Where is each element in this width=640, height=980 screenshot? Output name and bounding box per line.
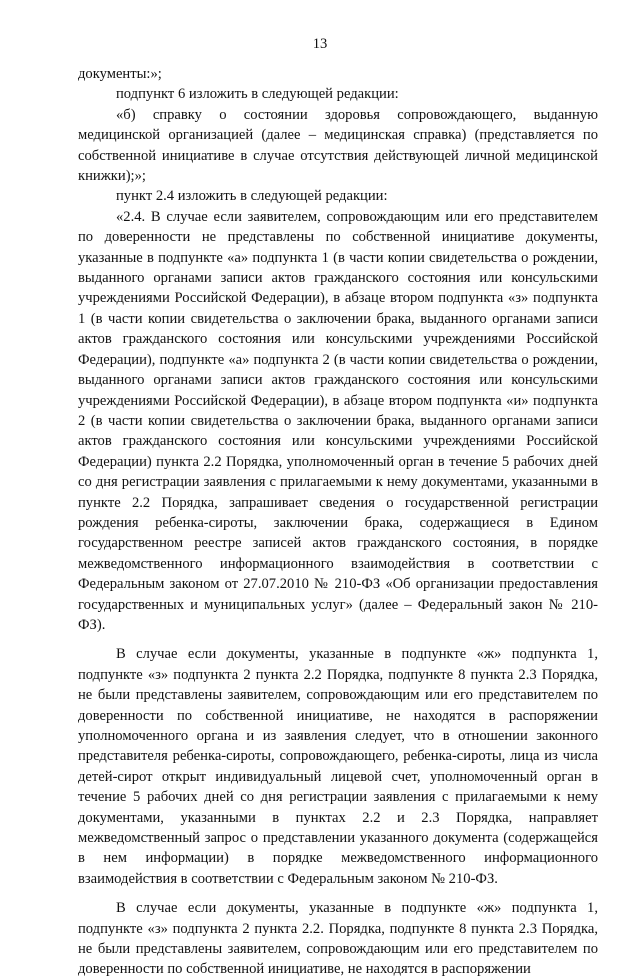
paragraph-subpoint-6-text: «б) справку о состоянии здоровья сопровождающего, выданную медицинской организацией (далее – медицинская справка) (представляется по собственной инициативе в случае отсутствия действующей личной медицинской книжки);»; <box>78 106 598 185</box>
page-number: 13 <box>312 36 328 52</box>
paragraph-case-one: В случае если документы, указанные в подпункте «ж» подпункта 1, подпункте «з» подпункта 2 пункта 2.2 Порядка, подпункте 8 пункта 2.3 Порядка, не были представлены заявителем, сопровождающим или его представителем по доверенности по собственной инициативе, не находятся в распоряжении уполномоченного органа и из заявления следует, что в отношении законного представителя ребенка-сироты, сопровождающего, ребенка-сироты, лица из числа детей-сирот открыт индивидуальный лицевой счет, уполномоченный орган в течение 5 рабочих дней со дня регистрации заявления с прилагаемыми к нему документами, указанными в пунктах 2.2 и 2.3 Порядка, направляет межведомственный запрос о представлении указанного документа (содержащейся в нем информации) в порядке межведомственного информационного взаимодействия в соответствии с Федеральным законом № 210-ФЗ. <box>78 646 598 887</box>
paragraph-point-2-4-intro: пункт 2.4 изложить в следующей редакции: <box>116 188 388 205</box>
paragraph-continuation: документы:»; <box>78 66 162 82</box>
paragraph-point-2-4-text: «2.4. В случае если заявителем, сопровождающим или его представителем по доверенности не представлены по собственной инициативе документы, указанные в подпункте «а» подпункта 1 (в части копии свидетельства о рождении, выданного органами записи актов гражданского состояния или консульскими учреждениями Российской Федерации), в абзаце втором подпункта «з» подпункта 1 (в части копии свидетельства о заключении брака, выданного органами записи актов гражданского состояния или консульскими учреждениями Российской Федерации), подпункте «а» подпункта 2 (в части копии свидетельства о рождении, выданного органами записи актов гражданского состояния или консульскими учреждениями Российской Федерации), в абзаце втором подпункта «и» подпункта 2 (в части копии свидетельства о заключении брака, выданного органами записи актов гражданского состояния или консульскими учреждениями Российской Федерации) пункта 2.2 Порядка, уполномоченный орган в течение 5 рабочих дней со дня регистрации заявления с прилагаемыми к нему документами, указанными в пункте 2.2 Порядка, запрашивает сведения о государственной регистрации рождения ребенка-сироты, заключении брака, содержащиеся в Едином государственном реестре записей актов гражданского состояния, в порядке межведомственного информационного взаимодействия в соответствии с Федеральным законом от 27.07.2010 № 210-ФЗ «Об организации предоставления государственных и муниципальных услуг» (далее – Федеральный закон № 210-ФЗ). <box>78 208 598 633</box>
paragraph-subpoint-6-intro: подпункт 6 изложить в следующей редакции: <box>116 86 399 103</box>
document-body <box>78 64 598 980</box>
paragraph-case-two: В случае если документы, указанные в подпункте «ж» подпункта 1, подпункте «з» подпункта 2 пункта 2.2. Порядка, подпункте 8 пункта 2.3 Порядка, не были представлены заявителем, сопровождающим или его представителем по доверенности по собственной инициативе, не находятся в распоряжении <box>78 900 598 978</box>
